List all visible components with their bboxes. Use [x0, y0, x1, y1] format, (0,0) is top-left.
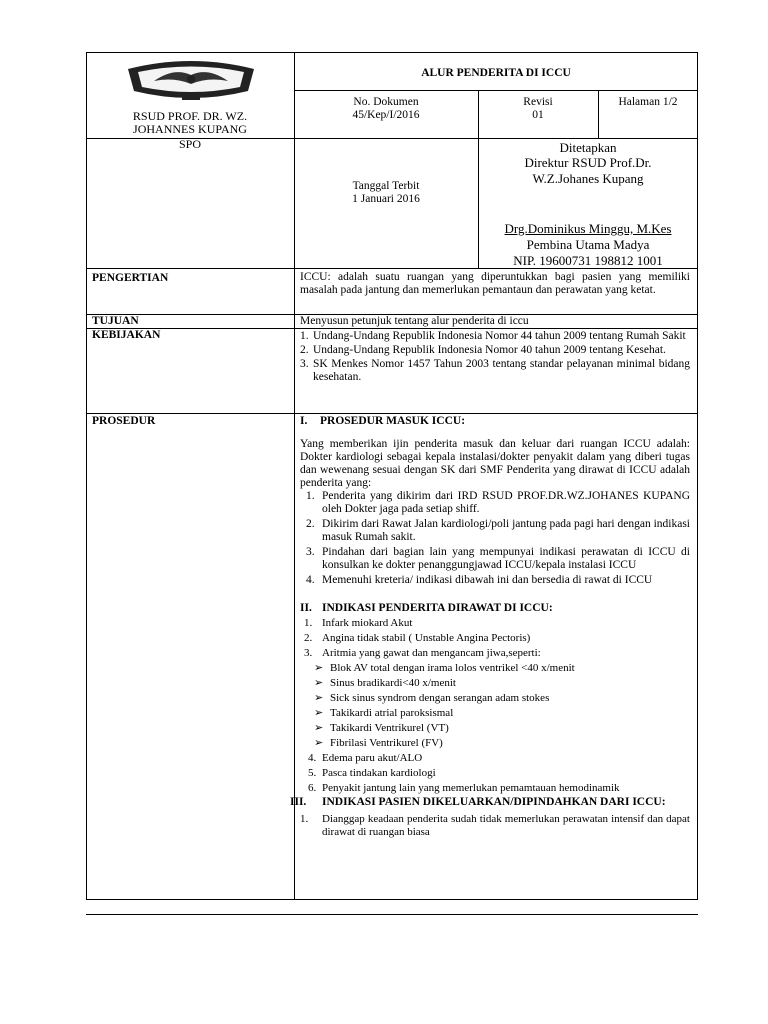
arrow-list-item [314, 692, 690, 705]
item-text: Sinus bradikardi<40 x/menit [330, 677, 456, 689]
section-number: II. [300, 602, 312, 614]
item-text: Blok AV total dengan irama lolos ventrikel <40 x/menit [330, 662, 575, 674]
list-item [300, 813, 690, 839]
item-number: 4. [306, 574, 315, 586]
section-number: III. [290, 796, 307, 808]
list-item [300, 767, 690, 780]
table-top-border [86, 52, 698, 53]
kebijakan-item [300, 358, 690, 384]
item-text: Sick sinus syndrom dengan serangan adam stokes [330, 692, 550, 704]
item-text: Pasca tindakan kardiologi [322, 767, 436, 779]
section-title: INDIKASI PENDERITA DIRAWAT DI ICCU: [322, 602, 553, 614]
tanggal-terbit-value: 1 Januari 2016 [352, 193, 420, 205]
item-number: 5. [308, 767, 317, 779]
item-text: Dikirim dari Rawat Jalan kardiologi/poli jantung pada pagi hari dengan indikasi masuk Rumah sakit. [322, 518, 690, 543]
section-title: INDIKASI PASIEN DIKELUARKAN/DIPINDAHKAN DARI ICCU: [322, 796, 666, 808]
tujuan-row-divider [86, 328, 698, 329]
item-number: 1. [300, 330, 309, 342]
item-text: Pindahan dari bagian lain yang mempunyai indikasi perawatan di ICCU di konsulkan ke dokter penanggungjawad ICCU/kepala instalasi ICCU [322, 546, 690, 571]
item-text: SK Menkes Nomor 1457 Tahun 2003 tentang standar pelayanan minimal bidang kesehatan. [313, 358, 690, 383]
item-number: 4. [308, 752, 317, 764]
halaman-value: Halaman 1/2 [618, 96, 678, 108]
ditetapkan-label: Ditetapkan [559, 140, 617, 155]
tanggal-terbit-label: Tanggal Terbit [352, 180, 420, 192]
kebijakan-item [300, 344, 690, 357]
item-number: 6. [308, 782, 317, 794]
item-text: Takikardi atrial paroksismal [330, 707, 454, 719]
signer-nip: NIP. 19600731 198812 1001 [513, 253, 663, 268]
section-number: I. [300, 415, 308, 427]
table-left-border [86, 52, 87, 900]
list-item [300, 782, 690, 795]
item-text: Angina tidak stabil ( Unstable Angina Pectoris) [322, 632, 531, 644]
tujuan-text: Menyusun petunjuk tentang alur penderita di iccu [300, 315, 529, 327]
signer-rank: Pembina Utama Madya [526, 237, 650, 252]
item-text: Fibrilasi Ventrikurel (FV) [330, 737, 443, 749]
pengertian-label: PENGERTIAN [92, 272, 169, 284]
arrow-list-item [314, 677, 690, 690]
arrow-bullet-icon: ➢ [314, 722, 324, 734]
hospital-logo [124, 57, 258, 103]
section-3-list [300, 813, 690, 839]
item-text: Infark miokard Akut [322, 617, 413, 629]
list-item [300, 518, 690, 544]
list-item [300, 546, 690, 572]
header-row-divider [294, 90, 698, 91]
list-item [300, 490, 690, 516]
item-number: 2. [300, 344, 309, 356]
item-number: 1. [300, 813, 309, 825]
item-text: Memenuhi kreteria/ indikasi dibawah ini dan bersedia di rawat di ICCU [322, 574, 653, 586]
section-2-heading [300, 602, 690, 615]
arrow-list-item [314, 722, 690, 735]
list-item [300, 752, 690, 765]
arrow-bullet-icon: ➢ [314, 692, 324, 704]
section-title: PROSEDUR MASUK ICCU: [320, 415, 466, 427]
item-number: 3. [300, 358, 309, 370]
arrow-bullet-icon: ➢ [314, 677, 324, 689]
section-1-list [300, 490, 690, 587]
section-2-list [300, 617, 690, 795]
footer-rule [86, 914, 698, 915]
item-text: Penyakit jantung lain yang memerlukan pemamtauan hemodinamik [322, 782, 620, 794]
section-3-heading [290, 796, 690, 809]
kebijakan-list [300, 330, 690, 384]
item-number: 3. [306, 546, 315, 558]
list-item [300, 647, 690, 660]
revisi-label: Revisi [523, 96, 553, 108]
item-number: 1. [304, 617, 313, 629]
pengertian-text: ICCU: adalah suatu ruangan yang diperuntukkan bagi pasien yang memiliki masalah pada jantung dan memerlukan pemantaun dan perawatan yang ketat. [300, 271, 690, 296]
direktur-line-2: W.Z.Johanes Kupang [532, 171, 644, 186]
item-text: Edema paru akut/ALO [322, 752, 423, 764]
tujuan-label: TUJUAN [92, 315, 139, 327]
spo-label: SPO [178, 137, 201, 151]
list-item [300, 617, 690, 630]
section-1-intro: Yang memberikan ijin penderita masuk dan keluar dari ruangan ICCU adalah: Dokter kardiologi sebagai kepala instalasi/dokter penyakit dalam yang diberi tugas dan wewenang sesuai dengan SK dari SMF Penderita yang dirawat di ICCU adalah penderita yang: [300, 438, 690, 489]
direktur-line-1: Direktur RSUD Prof.Dr. [524, 155, 652, 170]
arrow-bullet-icon: ➢ [314, 707, 324, 719]
item-text: Dianggap keadaan penderita sudah tidak memerlukan perawatan intensif dan dapat dirawat di ruangan biasa [322, 813, 690, 838]
item-text: Undang-Undang Republik Indonesia Nomor 44 tahun 2009 tentang Rumah Sakit [313, 330, 686, 342]
arrow-bullet-icon: ➢ [314, 662, 324, 674]
arrow-list-item [314, 707, 690, 720]
kebijakan-row-divider [86, 413, 698, 414]
item-number: 3. [304, 647, 313, 659]
prosedur-label: PROSEDUR [92, 415, 156, 427]
no-dokumen-label: No. Dokumen [353, 96, 419, 108]
arrow-bullet-icon: ➢ [314, 737, 324, 749]
item-text: Undang-Undang Republik Indonesia Nomor 40 tahun 2009 tentang Kesehat. [313, 344, 666, 356]
item-number: 2. [304, 632, 313, 644]
item-text: Takikardi Ventrikurel (VT) [330, 722, 449, 734]
item-number: 2. [306, 518, 315, 530]
revisi-value: 01 [532, 109, 544, 121]
arrhythmia-list [300, 662, 690, 750]
section-1-heading [300, 415, 690, 428]
hospital-name-line-2: JOHANNES KUPANG [133, 122, 247, 136]
hospital-name-line-1: RSUD PROF. DR. WZ. [132, 109, 248, 123]
item-number: 1. [306, 490, 315, 502]
kebijakan-label: KEBIJAKAN [92, 329, 161, 341]
table-bottom-border [86, 899, 698, 900]
no-dokumen-value: 45/Kep/I/2016 [352, 109, 420, 121]
list-item [300, 574, 690, 587]
item-text: Aritmia yang gawat dan mengancam jiwa,seperti: [322, 647, 541, 659]
list-item [300, 632, 690, 645]
prosedur-content [290, 415, 690, 839]
item-text: Penderita yang dikirim dari IRD RSUD PROF.DR.WZ.JOHANES KUPANG oleh Dokter jaga pada setiap shiff. [322, 490, 690, 515]
arrow-list-item [314, 662, 690, 675]
kebijakan-item [300, 330, 690, 343]
document-title: ALUR PENDERITA DI ICCU [421, 67, 571, 79]
arrow-list-item [314, 737, 690, 750]
signer-name: Drg.Dominikus Minggu, M.Kes [504, 221, 672, 236]
